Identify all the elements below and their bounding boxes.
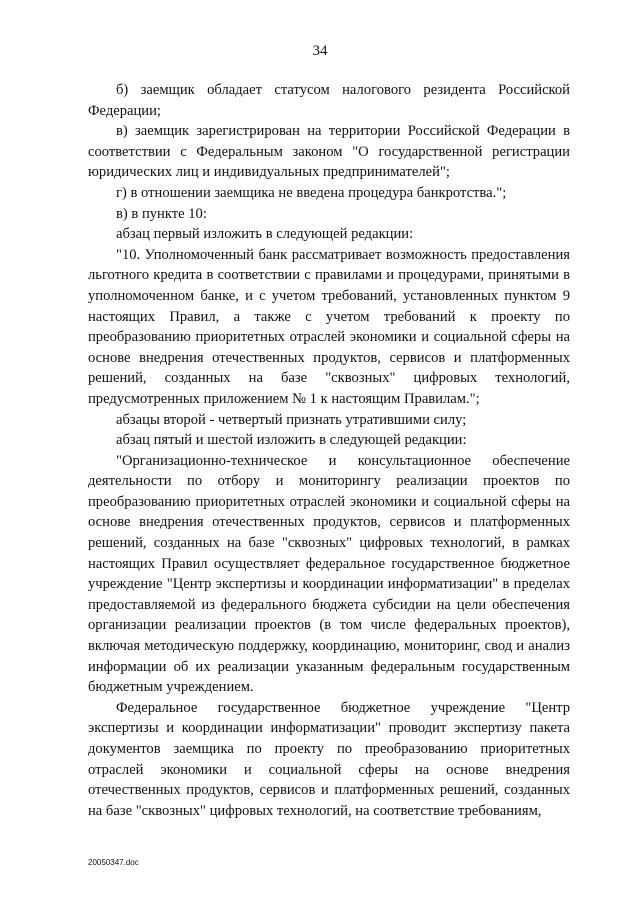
paragraph-abzacs-2-4-void: абзацы второй - четвертый признать утратившими силу; (116, 411, 467, 428)
paragraph-abzacs-5-6: абзац пятый и шестой изложить в следующей редакции: (116, 432, 467, 449)
paragraph-v-registered: в) заемщик зарегистрирован на территории Российской Федерации в соответствии с Федеральным законом "О государственной регистрации юридических лиц и индивидуальных предпринимателей"; (88, 123, 570, 181)
document-body (88, 80, 570, 821)
paragraph-v-point-10: в) в пункте 10: (116, 205, 207, 222)
paragraph-expertise: Федеральное государственное бюджетное учреждение "Центр экспертизы и координации информатизации" проводит экспертизу пакета документов заемщика по проекту по преобразованию приоритетных отраслей экономики и социальной сферы на основе внедрения отечественных продуктов, сервисов и платформенных решений, созданных на базе "сквозных" цифровых технологий, на соответствие требованиям, (88, 699, 570, 819)
footer-filename: 20050347.doc (88, 858, 139, 867)
page-number: 34 (312, 43, 328, 59)
paragraph-first-abzac: абзац первый изложить в следующей редакции: (116, 226, 414, 243)
paragraph-g-bankruptcy: г) в отношении заемщика не введена процедура банкротства."; (116, 184, 507, 201)
paragraph-point-10-text: "10. Уполномоченный банк рассматривает возможность предоставления льготного кредита в соответствии с правилами и процедурами, принятыми в уполномоченном банке, и с учетом требований, установленных пунктом 9 настоящих Правил, а также с учетом требований к проекту по преобразованию приоритетных отраслей экономики и социальной сферы на основе внедрения отечественных продуктов, сервисов и платформенных решений, созданных на базе "сквозных" цифровых технологий, предусмотренных приложением № 1 к настоящим Правилам."; (88, 246, 570, 407)
paragraph-b-tax-resident: б) заемщик обладает статусом налогового резидента Российской Федерации; (88, 82, 570, 119)
paragraph-organizational-support: "Организационно-техническое и консультационное обеспечение деятельности по отбору и мониторингу реализации проектов по преобразованию приоритетных отраслей экономики и социальной сферы на основе внедрения отечественных продуктов, сервисов и платформенных решений, созданных на базе "сквозных" цифровых технологий, в рамках настоящих Правил осуществляет федеральное государственное бюджетное учреждение "Центр экспертизы и координации информатизации" в пределах предоставляемой из федерального бюджета субсидии на цели обеспечения организации реализации проектов (в том числе федеральных проектов), включая методическую поддержку, координацию, мониторинг, свод и анализ информации об их реализации указанным федеральным государственным бюджетным учреждением. (88, 452, 570, 696)
